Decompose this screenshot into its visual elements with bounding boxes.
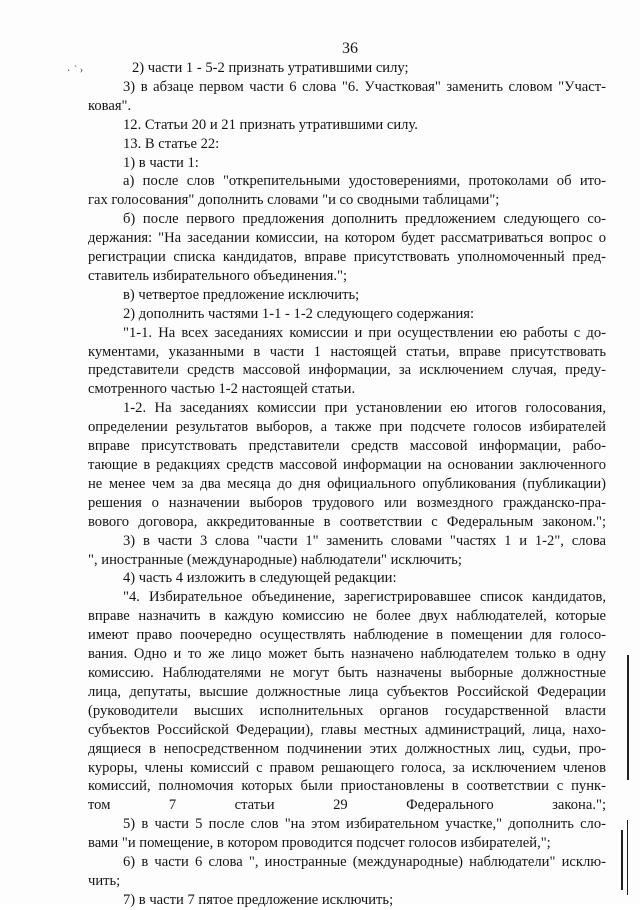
quote-1-2-line5: не менее чем за два месяца до дня официального опубликования (публикации) — [88, 475, 606, 492]
part-6: 6) в части 6 слова ", иностранные (международные) наблюдатели" исклю- — [123, 854, 606, 871]
quote-4-line12: том 7 статьи 29 Федерального закона."; — [88, 797, 606, 814]
quote-4: "4. Избирательное объединение, зарегистрировавшее список кандидатов, — [123, 589, 606, 606]
quote-1-2-line2: определении результатов выборов, а также при подсчете голосов избирателей — [88, 419, 606, 436]
subitem-a-cont: гах голосования" дополнить словами "и со сводными таблицами"; — [88, 192, 500, 209]
quote-4-line6: лица, депутаты, высшие должностные лица субъектов Российской Федерации — [88, 683, 606, 700]
scan-marks: ٠ ` › — [66, 65, 84, 76]
quote-4-line9: дящиеся в непосредственном подчинении этих должностных лиц, судьи, про- — [88, 740, 606, 757]
item-3-cont: ковая". — [88, 97, 132, 114]
part-3: 3) в части 3 слова "части 1" заменить словами "частях 1 и 1-2", слова — [123, 532, 606, 549]
part-1: 1) в части 1: — [123, 154, 199, 171]
part-5-cont: вами "и помещение, в котором проводится подсчет голосов избирателей,"; — [88, 835, 551, 852]
scan-edge-line — [627, 820, 628, 895]
quote-4-line10: куроры, члены комиссий с правом решающего голоса, за исключением членов — [88, 759, 606, 776]
quote-4-line11: комиссий, полномочия которых были приостановлены в соответствии с пунк- — [88, 778, 606, 795]
subitem-b-line3: регистрации списка кандидатов, вправе присутствовать уполномоченный пред- — [88, 249, 606, 266]
item-12: 12. Статьи 20 и 21 признать утратившими силу. — [123, 116, 418, 133]
quote-4-line8: субъектов Российской Федерации), главы местных администраций, лица, нахо- — [88, 721, 606, 738]
quote-1-2-line3: вправе присутствовать представители средств массовой информации, рабо- — [88, 438, 606, 455]
subitem-a: а) после слов "открепительными удостоверениями, протоколами об ито- — [123, 173, 606, 190]
subitem-b: б) после первого предложения дополнить предложением следующего со- — [123, 211, 606, 228]
quote-1-2: 1-2. На заседаниях комиссии при установлении ею итогов голосования, — [123, 400, 606, 417]
quote-4-line3: имеют право поочередно осуществлять наблюдение в помещении для голосо- — [88, 627, 606, 644]
quote-4-line7: (руководители высших исполнительных органов государственной власти — [88, 702, 606, 719]
item-3: 3) в абзаце первом части 6 слова "6. Участковая" заменить словом "Участ- — [123, 78, 606, 95]
subitem-b-line4: ставитель избирательного объединения."; — [88, 267, 348, 284]
page-number: 36 — [342, 40, 358, 57]
quote-1-1-line4: смотренного частью 1-2 настоящей статьи. — [88, 381, 356, 398]
scan-edge-line — [621, 830, 623, 890]
quote-1-1: "1-1. На всех заседаниях комиссии и при осуществлении ею работы с до- — [123, 324, 606, 341]
subitem-b-line2: держания: "На заседании комиссии, на котором будет рассматриваться вопрос о — [88, 230, 606, 247]
part-4: 4) часть 4 изложить в следующей редакции: — [123, 570, 397, 587]
part-5: 5) в части 5 после слов "на этом избирательном участке," дополнить сло- — [123, 816, 606, 833]
part-7: 7) в части 7 пятое предложение исключить; — [123, 891, 394, 908]
item-2: 2) части 1 - 5-2 признать утратившими силу; — [132, 60, 409, 76]
quote-1-2-line4: тающие в редакциях средств массовой информации на основании заключенного — [88, 457, 606, 474]
document-body — [88, 59, 606, 910]
part-6-cont: чить; — [88, 872, 121, 889]
quote-4-line2: вправе назначить в каждую комиссию не более двух наблюдателей, которые — [88, 608, 606, 625]
quote-4-line5: комиссию. Наблюдателями не могут быть назначены выборные должностные — [88, 664, 606, 681]
quote-1-1-line3: представители средств массовой информации, за исключением случая, преду- — [88, 362, 606, 379]
quote-1-2-line7: вового договора, аккредитованные в соответствии с Федеральным законом."; — [88, 513, 606, 530]
part-2: 2) дополнить частями 1-1 - 1-2 следующего содержания: — [123, 305, 475, 322]
quote-1-1-line2: кументами, указанными в части 1 настоящей статьи, вправе присутствовать — [88, 343, 606, 360]
subitem-v: в) четвертое предложение исключить; — [123, 286, 360, 303]
item-13: 13. В статье 22: — [123, 135, 220, 152]
quote-1-2-line6: решения о назначении выборов трудового или возмездного гражданско-пра- — [88, 494, 606, 511]
scan-edge-line — [627, 655, 629, 780]
part-3-cont: ", иностранные (международные) наблюдатели" исключить; — [88, 551, 462, 568]
quote-4-line4: вания. Одно и то же лицо может быть назначено наблюдателем только в одну — [88, 646, 606, 663]
